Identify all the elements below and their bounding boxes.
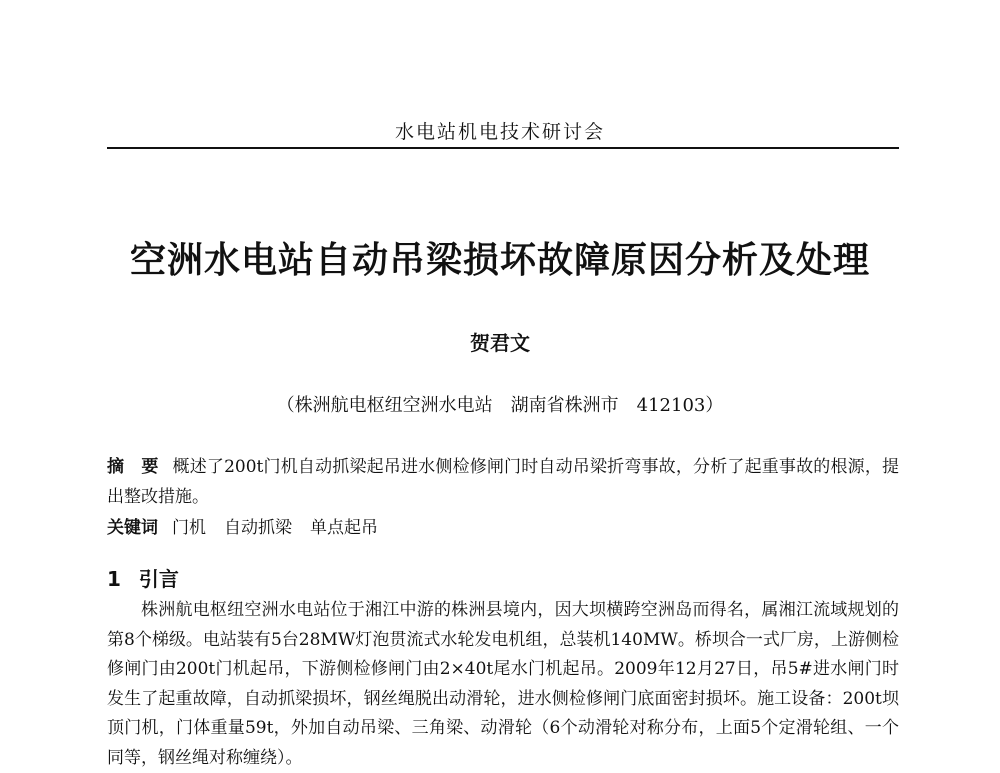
author-name: 贺君文 — [470, 331, 530, 355]
abstract-text: 概述了200t门机自动抓梁起吊进水侧检修闸门时自动吊梁折弯事故，分析了起重事故的根源，提出整改措施。 — [107, 457, 900, 507]
running-header: 水电站机电技术研讨会 — [394, 121, 605, 143]
keyword-item: 门机 — [172, 518, 206, 538]
section-heading — [107, 563, 179, 592]
body-paragraph: 株洲航电枢纽空洲水电站位于湘江中游的株洲县境内，因大坝横跨空洲岛而得名，属湘江流域规划的第8个梯级。电站装有5台28MW灯泡贯流式水轮发电机组，总装机140MW。桥坝合一式厂房，上游侧检修闸门由200t门机起吊，下游侧检修闸门由2×40t尾水门机起吊。2009年12月27日，吊5#进水闸门时发生了起重故障，自动抓梁损坏，钢丝绳脱出动滑轮，进水侧检修闸门底面密封损坏。施工设备：200t坝顶门机，门体重量59t，外加自动吊梁、三角梁、动滑轮（6个动滑轮对称分布，上面5个定滑轮组、一个同等，钢丝绳对称缠绕）。 — [107, 600, 899, 768]
abstract — [107, 452, 899, 512]
header-rule — [107, 147, 899, 149]
author-affiliation: （株洲航电枢纽空洲水电站 湖南省株洲市 412103） — [276, 395, 724, 416]
keywords-label: 关键词 — [107, 518, 158, 538]
paper-title: 空洲水电站自动吊梁损坏故障原因分析及处理 — [129, 239, 870, 281]
keyword-item: 自动抓梁 — [224, 518, 292, 538]
keyword-item: 单点起吊 — [310, 518, 378, 538]
keywords — [107, 515, 899, 541]
abstract-label: 摘 要 — [107, 457, 159, 477]
section-title: 引言 — [138, 567, 179, 591]
section-number: 1 — [107, 567, 121, 591]
